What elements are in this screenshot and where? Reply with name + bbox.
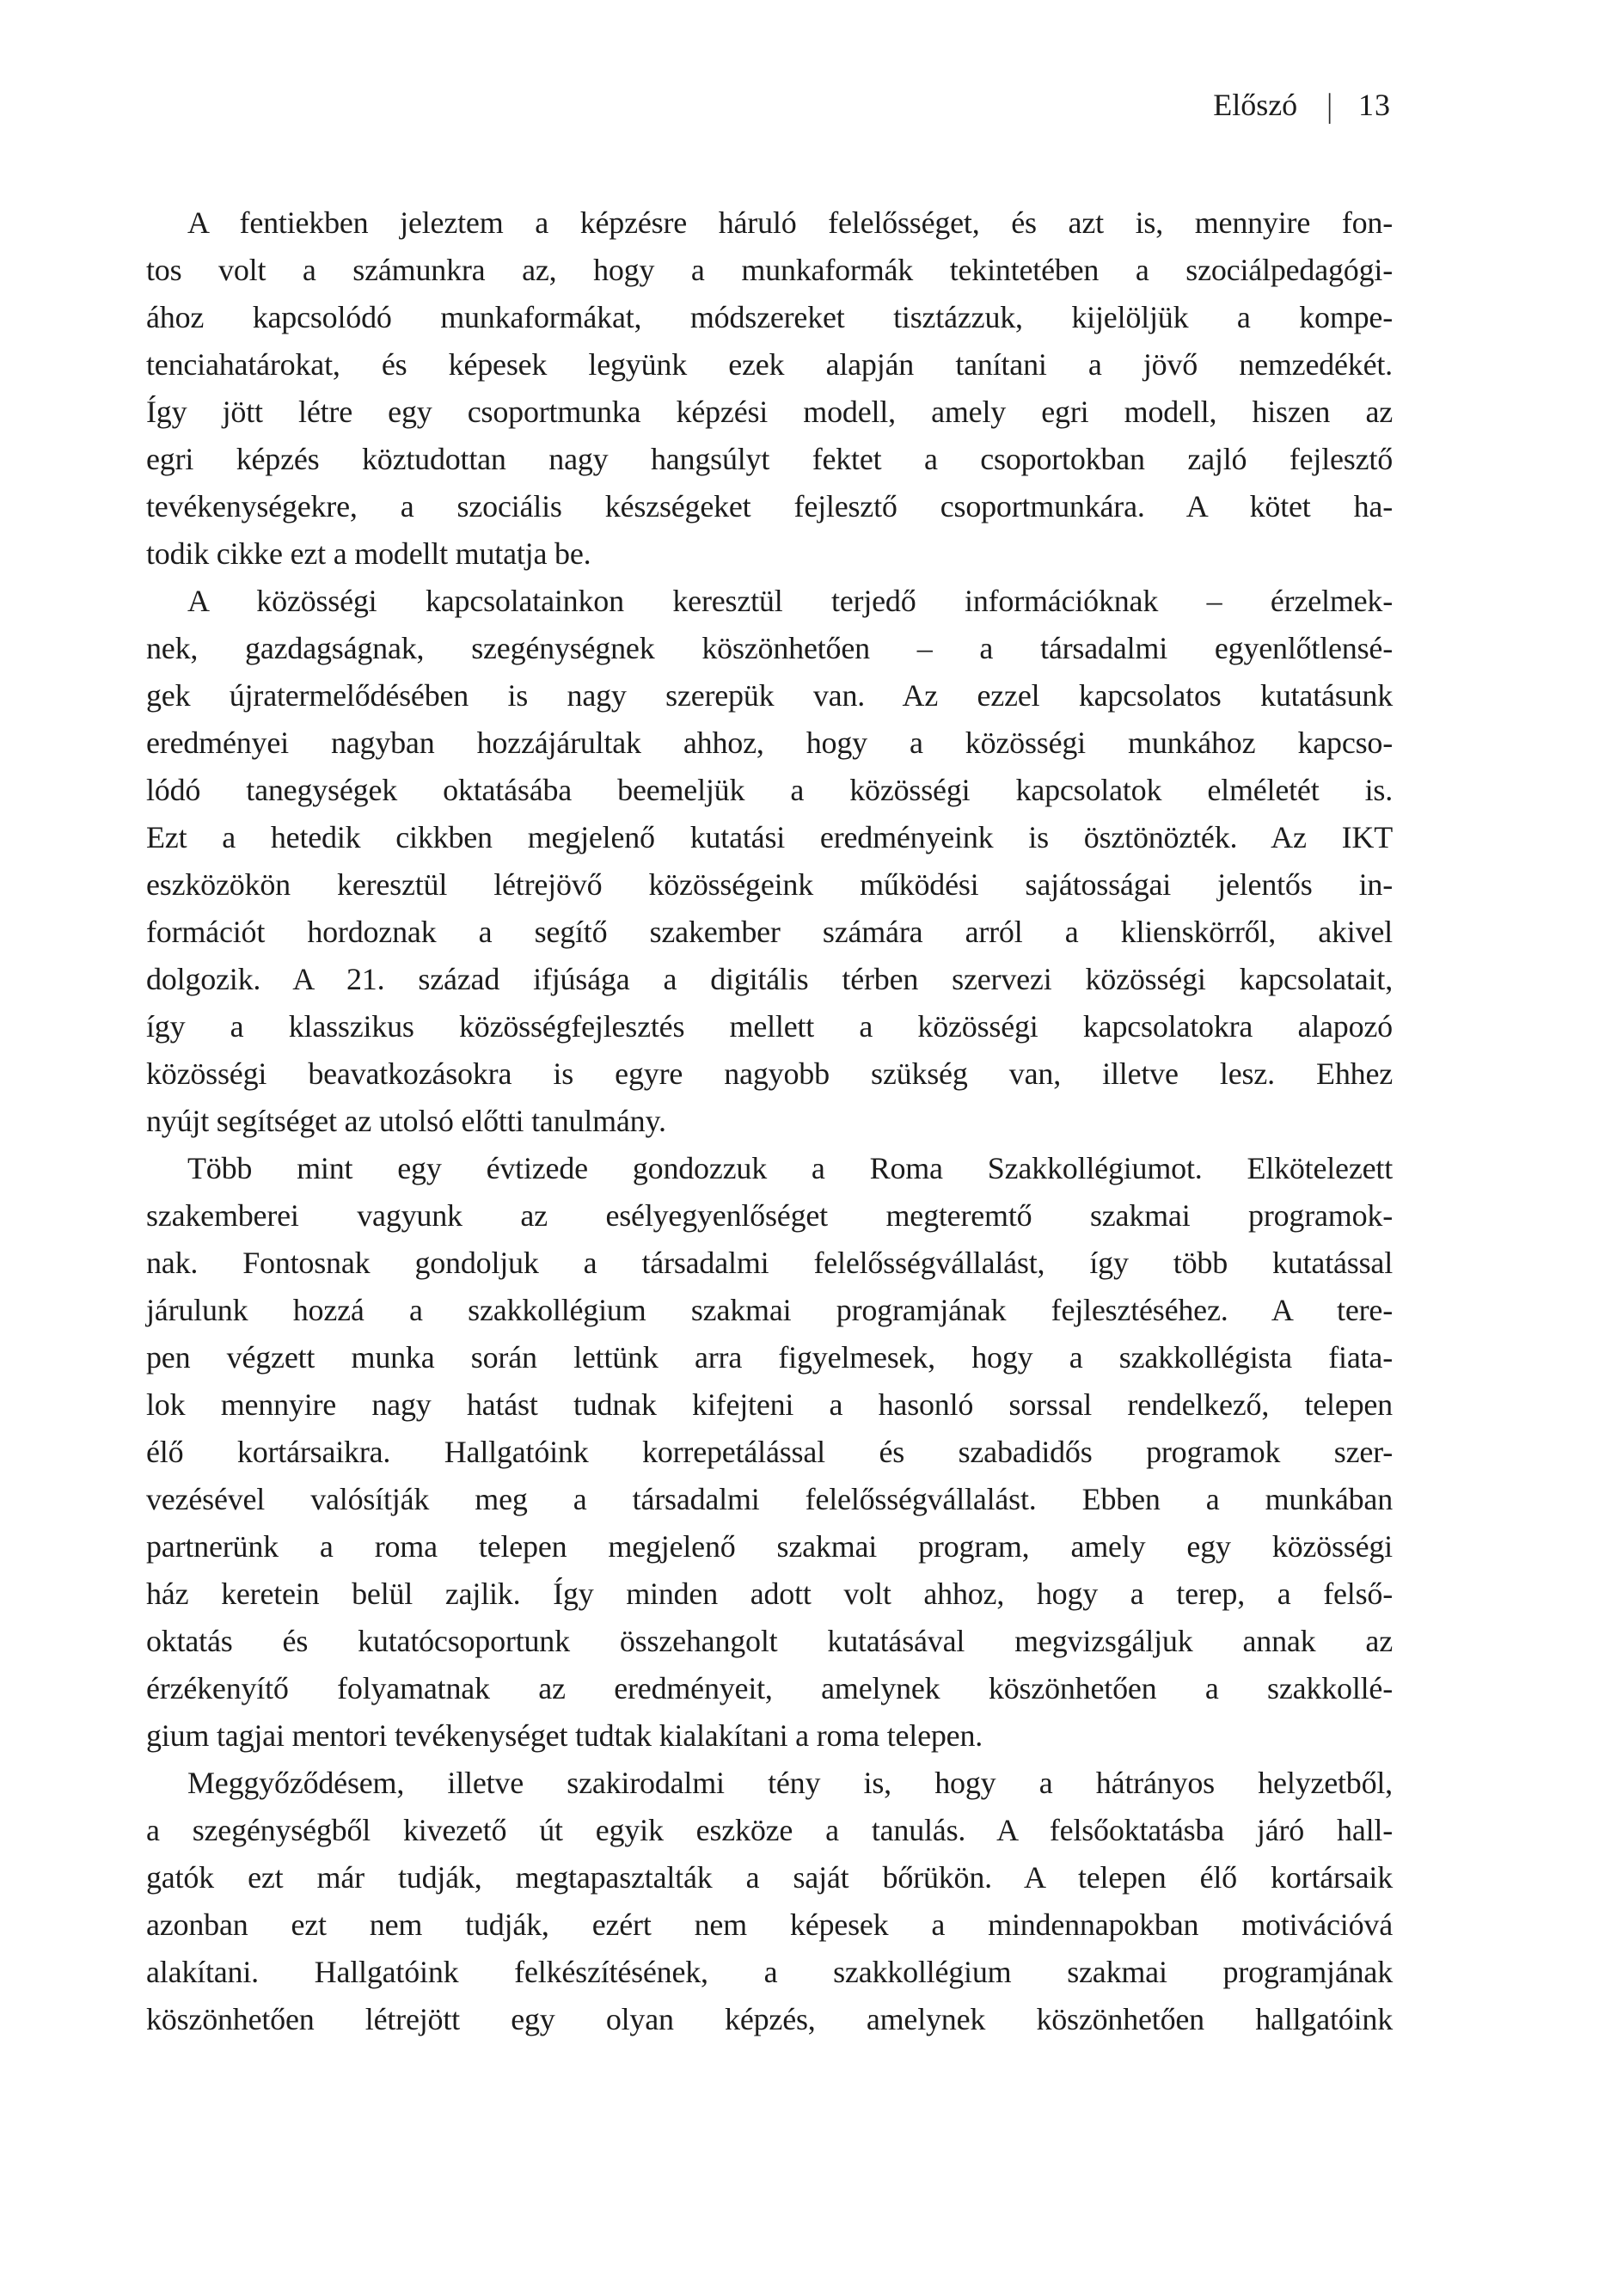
text-line: nyújt segítséget az utolsó előtti tanulmány. [146,1104,666,1138]
text-line: eredményei nagyban hozzájárultak ahhoz, hogy a közösségi munkához kapcso- [146,726,1393,760]
text-line: gium tagjai mentori tevékenységet tudtak kialakítani a roma telepen. [146,1718,983,1753]
text-line: járulunk hozzá a szakkollégium szakmai programjának fejlesztéséhez. A tere- [146,1293,1393,1327]
text-line: a szegénységből kivezető út egyik eszköze a tanulás. A felsőoktatásba járó hall- [146,1813,1393,1847]
text-line: élő kortársaikra. Hallgatóink korrepetálással és szabadidős programok szer- [146,1435,1393,1469]
text-line: Így jött létre egy csoportmunka képzési modell, amely egri modell, hiszen az [146,395,1393,429]
text-line: érzékenyítő folyamatnak az eredményeit, amelynek köszönhetően a szakkollé- [146,1671,1393,1705]
text-line: eszközökön keresztül létrejövő közösségeink működési sajátosságai jelentős in- [146,867,1393,902]
text-line: nak. Fontosnak gondoljuk a társadalmi felelősségvállalást, így több kutatással [146,1246,1393,1280]
text-line: tenciahatárokat, és képesek legyünk ezek alapján tanítani a jövő nemzedékét. [146,347,1393,382]
page-number: 13 [1358,88,1391,122]
text-line: pen végzett munka során lettünk arra figyelmesek, hogy a szakkollégista fiata- [146,1340,1393,1375]
text-line: alakítani. Hallgatóink felkészítésének, a szakkollégium szakmai programjának [146,1955,1393,1989]
text-line: ház keretein belül zajlik. Így minden adott volt ahhoz, hogy a terep, a felső- [146,1577,1393,1611]
section-title: Előszó [1213,88,1298,122]
paragraph [146,199,1393,578]
text-line: közösségi beavatkozásokra is egyre nagyobb szükség van, illetve lesz. Ehhez [146,1056,1393,1091]
text-line: Meggyőződésem, illetve szakirodalmi tény is, hogy a hátrányos helyzetből, [187,1766,1393,1800]
text-line: így a klasszikus közösségfejlesztés mellett a közösségi kapcsolatokra alapozó [146,1009,1393,1044]
text-line: nek, gazdagságnak, szegénységnek köszönhetően – a társadalmi egyenlőtlensé- [146,631,1393,665]
text-line: gatók ezt már tudják, megtapasztalták a saját bőrükön. A telepen élő kortársaik [146,1860,1393,1895]
text-line: azonban ezt nem tudják, ezért nem képesek a mindennapokban motivációvá [146,1907,1393,1942]
paragraph [146,1760,1393,2043]
text-line: szakemberei vagyunk az esélyegyenlőséget megteremtő szakmai programok- [146,1198,1393,1233]
text-line: lódó tanegységek oktatásába beemeljük a közösségi kapcsolatok elméletét is. [146,773,1393,807]
body-text [146,199,1393,2043]
text-line: tos volt a számunkra az, hogy a munkaformák tekintetében a szociálpedagógi- [146,253,1393,287]
text-line: Ezt a hetedik cikkben megjelenő kutatási eredményeink is ösztönözték. Az IKT [146,820,1393,854]
text-line: A fentiekben jeleztem a képzésre háruló felelősséget, és azt is, mennyire fon- [187,205,1393,240]
text-line: vezésével valósítják meg a társadalmi felelősségvállalást. Ebben a munkában [146,1482,1393,1516]
header-separator: | [1326,88,1332,125]
text-line: tevékenységekre, a szociális készségeket fejlesztő csoportmunkára. A kötet ha- [146,489,1393,523]
text-line: todik cikke ezt a modellt mutatja be. [146,536,591,571]
text-line: egri képzés köztudottan nagy hangsúlyt fektet a csoportokban zajló fejlesztő [146,442,1393,476]
text-line: köszönhetően létrejött egy olyan képzés, amelynek köszönhetően hallgatóink [146,2002,1393,2036]
text-line: partnerünk a roma telepen megjelenő szakmai program, amely egy közösségi [146,1529,1393,1564]
text-line: ához kapcsolódó munkaformákat, módszereket tisztázzuk, kijelöljük a kompe- [146,300,1393,334]
text-line: Több mint egy évtizede gondozzuk a Roma Szakkollégiumot. Elkötelezett [187,1151,1393,1185]
text-line: lok mennyire nagy hatást tudnak kifejteni a hasonló sorssal rendelkező, telepen [146,1387,1393,1422]
paragraph [146,1145,1393,1760]
text-line: dolgozik. A 21. század ifjúsága a digitális térben szervezi közösségi kapcsolatait, [146,962,1393,996]
text-line: A közösségi kapcsolatainkon keresztül terjedő információknak – érzelmek- [187,584,1393,618]
text-line: formációt hordoznak a segítő szakember számára arról a klienskörről, akivel [146,915,1393,949]
text-line: oktatás és kutatócsoportunk összehangolt kutatásával megvizsgáljuk annak az [146,1624,1393,1658]
paragraph [146,578,1393,1145]
text-line: gek újratermelődésében is nagy szerepük van. Az ezzel kapcsolatos kutatásunk [146,678,1393,713]
running-head [1213,86,1391,126]
